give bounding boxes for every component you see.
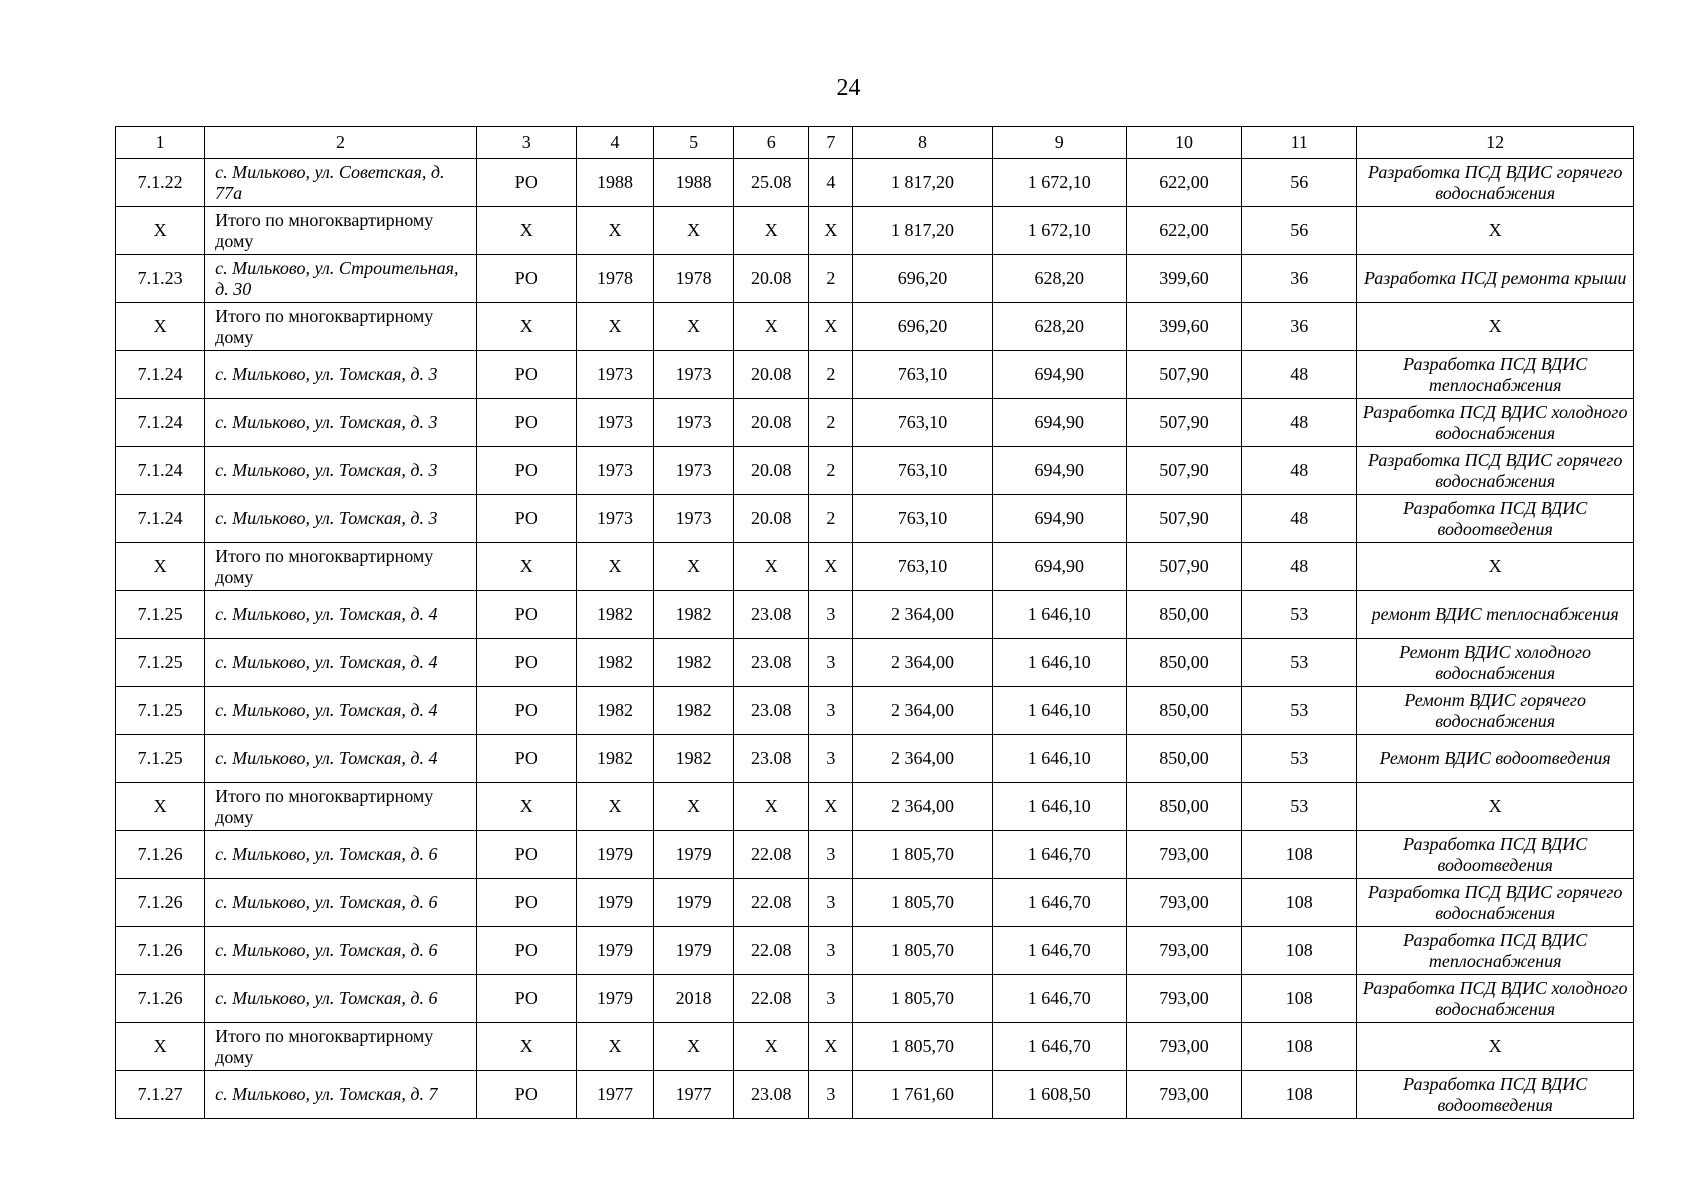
item-number-cell: Х (116, 303, 205, 351)
year-built-cell: 1973 (576, 447, 653, 495)
column-header: 7 (809, 127, 853, 159)
year-built-cell: 1978 (576, 255, 653, 303)
common-area-cell: 399,60 (1126, 303, 1241, 351)
item-number-cell: Х (116, 207, 205, 255)
year-built-cell: 1979 (576, 879, 653, 927)
year-commissioned-cell: 1977 (654, 1071, 734, 1119)
common-area-cell: 793,00 (1126, 879, 1241, 927)
floors-cell: 3 (809, 831, 853, 879)
item-number-cell: 7.1.22 (116, 159, 205, 207)
living-area-cell: 694,90 (992, 495, 1126, 543)
address-cell: Итого по многоквартирному дому (205, 207, 477, 255)
address-cell: с. Мильково, ул. Томская, д. 3 (205, 495, 477, 543)
housing-register-table (115, 126, 1634, 1119)
item-number-cell: 7.1.26 (116, 879, 205, 927)
item-number-cell: Х (116, 1023, 205, 1071)
series-cell: 22.08 (734, 879, 809, 927)
column-header: 10 (1126, 127, 1241, 159)
total-area-cell: 763,10 (853, 447, 992, 495)
total-area-cell: 1 805,70 (853, 1023, 992, 1071)
address-cell: с. Мильково, ул. Томская, д. 4 (205, 639, 477, 687)
living-area-cell: 1 646,70 (992, 927, 1126, 975)
series-cell: 23.08 (734, 591, 809, 639)
work-type-cell: Х (1357, 1023, 1634, 1071)
table-total-row (116, 543, 1634, 591)
address-cell: с. Мильково, ул. Томская, д. 4 (205, 687, 477, 735)
residents-cell: 108 (1242, 879, 1357, 927)
work-type-cell: ремонт ВДИС теплоснабжения (1357, 591, 1634, 639)
item-number-cell: 7.1.26 (116, 975, 205, 1023)
work-type-cell: Х (1357, 207, 1634, 255)
series-cell: 20.08 (734, 447, 809, 495)
residents-cell: 53 (1242, 591, 1357, 639)
category-cell: РО (476, 591, 576, 639)
year-commissioned-cell: Х (654, 303, 734, 351)
common-area-cell: 850,00 (1126, 639, 1241, 687)
table-row (116, 879, 1634, 927)
year-commissioned-cell: Х (654, 1023, 734, 1071)
residents-cell: 48 (1242, 399, 1357, 447)
living-area-cell: 1 646,10 (992, 783, 1126, 831)
table-row (116, 927, 1634, 975)
column-header: 8 (853, 127, 992, 159)
series-cell: Х (734, 543, 809, 591)
total-area-cell: 1 761,60 (853, 1071, 992, 1119)
series-cell: 20.08 (734, 255, 809, 303)
category-cell: РО (476, 1071, 576, 1119)
floors-cell: 3 (809, 927, 853, 975)
work-type-cell: Разработка ПСД ВДИС горячего водоснабжения (1357, 447, 1634, 495)
item-number-cell: Х (116, 783, 205, 831)
item-number-cell: 7.1.24 (116, 495, 205, 543)
living-area-cell: 628,20 (992, 255, 1126, 303)
common-area-cell: 793,00 (1126, 975, 1241, 1023)
total-area-cell: 696,20 (853, 255, 992, 303)
page-number: 24 (836, 75, 861, 101)
table-row (116, 831, 1634, 879)
work-type-cell: Х (1357, 543, 1634, 591)
item-number-cell: 7.1.24 (116, 399, 205, 447)
living-area-cell: 1 646,10 (992, 639, 1126, 687)
residents-cell: 48 (1242, 447, 1357, 495)
column-header: 5 (654, 127, 734, 159)
living-area-cell: 628,20 (992, 303, 1126, 351)
series-cell: 25.08 (734, 159, 809, 207)
column-header: 1 (116, 127, 205, 159)
address-cell: с. Мильково, ул. Томская, д. 3 (205, 399, 477, 447)
year-built-cell: Х (576, 543, 653, 591)
common-area-cell: 507,90 (1126, 495, 1241, 543)
table-row (116, 687, 1634, 735)
floors-cell: 3 (809, 687, 853, 735)
living-area-cell: 1 646,10 (992, 735, 1126, 783)
common-area-cell: 622,00 (1126, 159, 1241, 207)
address-cell: с. Мильково, ул. Томская, д. 7 (205, 1071, 477, 1119)
floors-cell: 3 (809, 639, 853, 687)
living-area-cell: 1 646,10 (992, 591, 1126, 639)
address-cell: с. Мильково, ул. Томская, д. 6 (205, 879, 477, 927)
category-cell: РО (476, 447, 576, 495)
category-cell: РО (476, 975, 576, 1023)
year-built-cell: 1982 (576, 687, 653, 735)
living-area-cell: 694,90 (992, 351, 1126, 399)
item-number-cell: 7.1.25 (116, 735, 205, 783)
address-cell: с. Мильково, ул. Томская, д. 6 (205, 927, 477, 975)
residents-cell: 36 (1242, 303, 1357, 351)
floors-cell: Х (809, 783, 853, 831)
table-row (116, 591, 1634, 639)
residents-cell: 108 (1242, 927, 1357, 975)
address-cell: Итого по многоквартирному дому (205, 303, 477, 351)
category-cell: РО (476, 639, 576, 687)
floors-cell: Х (809, 1023, 853, 1071)
column-header: 6 (734, 127, 809, 159)
series-cell: 23.08 (734, 735, 809, 783)
total-area-cell: 763,10 (853, 543, 992, 591)
work-type-cell: Разработка ПСД ВДИС водоотведения (1357, 1071, 1634, 1119)
work-type-cell: Разработка ПСД ВДИС горячего водоснабжения (1357, 879, 1634, 927)
item-number-cell: 7.1.24 (116, 351, 205, 399)
item-number-cell: 7.1.25 (116, 639, 205, 687)
common-area-cell: 793,00 (1126, 831, 1241, 879)
floors-cell: 3 (809, 591, 853, 639)
category-cell: РО (476, 351, 576, 399)
year-commissioned-cell: 1973 (654, 351, 734, 399)
series-cell: 22.08 (734, 975, 809, 1023)
floors-cell: 3 (809, 735, 853, 783)
year-built-cell: Х (576, 1023, 653, 1071)
series-cell: 20.08 (734, 399, 809, 447)
table-total-row (116, 1023, 1634, 1071)
living-area-cell: 1 646,70 (992, 975, 1126, 1023)
residents-cell: 53 (1242, 687, 1357, 735)
common-area-cell: 399,60 (1126, 255, 1241, 303)
residents-cell: 36 (1242, 255, 1357, 303)
category-cell: Х (476, 783, 576, 831)
address-cell: с. Мильково, ул. Томская, д. 3 (205, 447, 477, 495)
address-cell: с. Мильково, ул. Томская, д. 4 (205, 591, 477, 639)
year-commissioned-cell: 1973 (654, 399, 734, 447)
table-row (116, 735, 1634, 783)
year-built-cell: 1979 (576, 927, 653, 975)
common-area-cell: 793,00 (1126, 1071, 1241, 1119)
category-cell: РО (476, 735, 576, 783)
year-built-cell: Х (576, 783, 653, 831)
work-type-cell: Ремонт ВДИС холодного водоснабжения (1357, 639, 1634, 687)
work-type-cell: Ремонт ВДИС водоотведения (1357, 735, 1634, 783)
total-area-cell: 763,10 (853, 399, 992, 447)
table-row (116, 447, 1634, 495)
series-cell: 23.08 (734, 1071, 809, 1119)
series-cell: Х (734, 303, 809, 351)
year-built-cell: 1973 (576, 495, 653, 543)
year-built-cell: 1982 (576, 591, 653, 639)
table-row (116, 975, 1634, 1023)
category-cell: РО (476, 399, 576, 447)
series-cell: Х (734, 1023, 809, 1071)
item-number-cell: 7.1.26 (116, 927, 205, 975)
living-area-cell: 1 646,70 (992, 879, 1126, 927)
total-area-cell: 1 805,70 (853, 975, 992, 1023)
common-area-cell: 850,00 (1126, 735, 1241, 783)
category-cell: РО (476, 495, 576, 543)
year-built-cell: 1979 (576, 975, 653, 1023)
column-header: 4 (576, 127, 653, 159)
work-type-cell: Разработка ПСД ВДИС водоотведения (1357, 495, 1634, 543)
year-commissioned-cell: 2018 (654, 975, 734, 1023)
work-type-cell: Разработка ПСД ВДИС холодного водоснабжения (1357, 399, 1634, 447)
year-built-cell: Х (576, 303, 653, 351)
year-commissioned-cell: 1982 (654, 591, 734, 639)
year-built-cell: 1979 (576, 831, 653, 879)
floors-cell: 3 (809, 1071, 853, 1119)
total-area-cell: 2 364,00 (853, 591, 992, 639)
work-type-cell: Разработка ПСД ВДИС теплоснабжения (1357, 927, 1634, 975)
work-type-cell: Х (1357, 303, 1634, 351)
address-cell: Итого по многоквартирному дому (205, 1023, 477, 1071)
residents-cell: 108 (1242, 1071, 1357, 1119)
table-row (116, 255, 1634, 303)
common-area-cell: 622,00 (1126, 207, 1241, 255)
total-area-cell: 2 364,00 (853, 783, 992, 831)
common-area-cell: 507,90 (1126, 447, 1241, 495)
work-type-cell: Х (1357, 783, 1634, 831)
residents-cell: 108 (1242, 975, 1357, 1023)
year-commissioned-cell: 1979 (654, 831, 734, 879)
year-commissioned-cell: 1978 (654, 255, 734, 303)
floors-cell: 4 (809, 159, 853, 207)
work-type-cell: Ремонт ВДИС горячего водоснабжения (1357, 687, 1634, 735)
address-cell: с. Мильково, ул. Советская, д. 77а (205, 159, 477, 207)
residents-cell: 53 (1242, 639, 1357, 687)
item-number-cell: 7.1.25 (116, 591, 205, 639)
floors-cell: 2 (809, 351, 853, 399)
total-area-cell: 763,10 (853, 495, 992, 543)
table-total-row (116, 207, 1634, 255)
year-commissioned-cell: 1979 (654, 879, 734, 927)
year-built-cell: 1973 (576, 399, 653, 447)
residents-cell: 48 (1242, 543, 1357, 591)
common-area-cell: 793,00 (1126, 927, 1241, 975)
table-total-row (116, 303, 1634, 351)
table-row (116, 639, 1634, 687)
category-cell: Х (476, 543, 576, 591)
living-area-cell: 1 646,10 (992, 687, 1126, 735)
total-area-cell: 2 364,00 (853, 735, 992, 783)
year-built-cell: 1977 (576, 1071, 653, 1119)
category-cell: РО (476, 831, 576, 879)
work-type-cell: Разработка ПСД ВДИС водоотведения (1357, 831, 1634, 879)
address-cell: с. Мильково, ул. Томская, д. 6 (205, 975, 477, 1023)
total-area-cell: 2 364,00 (853, 639, 992, 687)
residents-cell: 56 (1242, 159, 1357, 207)
year-commissioned-cell: 1982 (654, 735, 734, 783)
floors-cell: 2 (809, 255, 853, 303)
common-area-cell: 850,00 (1126, 687, 1241, 735)
total-area-cell: 1 817,20 (853, 159, 992, 207)
series-cell: 22.08 (734, 927, 809, 975)
table-row (116, 399, 1634, 447)
category-cell: Х (476, 1023, 576, 1071)
address-cell: с. Мильково, ул. Томская, д. 4 (205, 735, 477, 783)
work-type-cell: Разработка ПСД ремонта крыши (1357, 255, 1634, 303)
item-number-cell: 7.1.25 (116, 687, 205, 735)
residents-cell: 53 (1242, 783, 1357, 831)
living-area-cell: 1 672,10 (992, 207, 1126, 255)
column-number-row (116, 127, 1634, 159)
column-header: 3 (476, 127, 576, 159)
series-cell: 23.08 (734, 639, 809, 687)
common-area-cell: 850,00 (1126, 591, 1241, 639)
total-area-cell: 763,10 (853, 351, 992, 399)
floors-cell: Х (809, 207, 853, 255)
living-area-cell: 1 672,10 (992, 159, 1126, 207)
year-commissioned-cell: Х (654, 543, 734, 591)
residents-cell: 53 (1242, 735, 1357, 783)
floors-cell: 2 (809, 447, 853, 495)
category-cell: Х (476, 207, 576, 255)
living-area-cell: 1 608,50 (992, 1071, 1126, 1119)
floors-cell: Х (809, 303, 853, 351)
category-cell: РО (476, 687, 576, 735)
residents-cell: 48 (1242, 495, 1357, 543)
floors-cell: 3 (809, 879, 853, 927)
total-area-cell: 2 364,00 (853, 687, 992, 735)
total-area-cell: 696,20 (853, 303, 992, 351)
table-row (116, 159, 1634, 207)
item-number-cell: 7.1.26 (116, 831, 205, 879)
floors-cell: 2 (809, 399, 853, 447)
series-cell: 23.08 (734, 687, 809, 735)
floors-cell: 3 (809, 975, 853, 1023)
year-built-cell: 1982 (576, 735, 653, 783)
category-cell: РО (476, 879, 576, 927)
common-area-cell: 507,90 (1126, 351, 1241, 399)
year-commissioned-cell: Х (654, 207, 734, 255)
total-area-cell: 1 817,20 (853, 207, 992, 255)
floors-cell: Х (809, 543, 853, 591)
residents-cell: 108 (1242, 1023, 1357, 1071)
category-cell: РО (476, 255, 576, 303)
column-header: 12 (1357, 127, 1634, 159)
series-cell: Х (734, 783, 809, 831)
living-area-cell: 1 646,70 (992, 831, 1126, 879)
living-area-cell: 694,90 (992, 447, 1126, 495)
year-built-cell: 1988 (576, 159, 653, 207)
series-cell: 22.08 (734, 831, 809, 879)
year-built-cell: 1973 (576, 351, 653, 399)
living-area-cell: 1 646,70 (992, 1023, 1126, 1071)
residents-cell: 56 (1242, 207, 1357, 255)
category-cell: РО (476, 159, 576, 207)
item-number-cell: Х (116, 543, 205, 591)
work-type-cell: Разработка ПСД ВДИС теплоснабжения (1357, 351, 1634, 399)
category-cell: Х (476, 303, 576, 351)
common-area-cell: 850,00 (1126, 783, 1241, 831)
year-commissioned-cell: Х (654, 783, 734, 831)
item-number-cell: 7.1.27 (116, 1071, 205, 1119)
address-cell: Итого по многоквартирному дому (205, 783, 477, 831)
floors-cell: 2 (809, 495, 853, 543)
year-commissioned-cell: 1982 (654, 639, 734, 687)
column-header: 11 (1242, 127, 1357, 159)
address-cell: с. Мильково, ул. Томская, д. 3 (205, 351, 477, 399)
year-commissioned-cell: 1988 (654, 159, 734, 207)
work-type-cell: Разработка ПСД ВДИС горячего водоснабжения (1357, 159, 1634, 207)
address-cell: Итого по многоквартирному дому (205, 543, 477, 591)
residents-cell: 108 (1242, 831, 1357, 879)
year-commissioned-cell: 1973 (654, 447, 734, 495)
year-commissioned-cell: 1979 (654, 927, 734, 975)
residents-cell: 48 (1242, 351, 1357, 399)
series-cell: 20.08 (734, 351, 809, 399)
address-cell: с. Мильково, ул. Строительная, д. 30 (205, 255, 477, 303)
living-area-cell: 694,90 (992, 543, 1126, 591)
living-area-cell: 694,90 (992, 399, 1126, 447)
address-cell: с. Мильково, ул. Томская, д. 6 (205, 831, 477, 879)
table-total-row (116, 783, 1634, 831)
work-type-cell: Разработка ПСД ВДИС холодного водоснабжения (1357, 975, 1634, 1023)
common-area-cell: 507,90 (1126, 543, 1241, 591)
table-row (116, 351, 1634, 399)
column-header: 9 (992, 127, 1126, 159)
total-area-cell: 1 805,70 (853, 831, 992, 879)
common-area-cell: 507,90 (1126, 399, 1241, 447)
series-cell: 20.08 (734, 495, 809, 543)
total-area-cell: 1 805,70 (853, 927, 992, 975)
series-cell: Х (734, 207, 809, 255)
year-built-cell: Х (576, 207, 653, 255)
item-number-cell: 7.1.24 (116, 447, 205, 495)
table-row (116, 1071, 1634, 1119)
column-header: 2 (205, 127, 477, 159)
common-area-cell: 793,00 (1126, 1023, 1241, 1071)
year-commissioned-cell: 1973 (654, 495, 734, 543)
category-cell: РО (476, 927, 576, 975)
year-built-cell: 1982 (576, 639, 653, 687)
year-commissioned-cell: 1982 (654, 687, 734, 735)
item-number-cell: 7.1.23 (116, 255, 205, 303)
table-row (116, 495, 1634, 543)
total-area-cell: 1 805,70 (853, 879, 992, 927)
